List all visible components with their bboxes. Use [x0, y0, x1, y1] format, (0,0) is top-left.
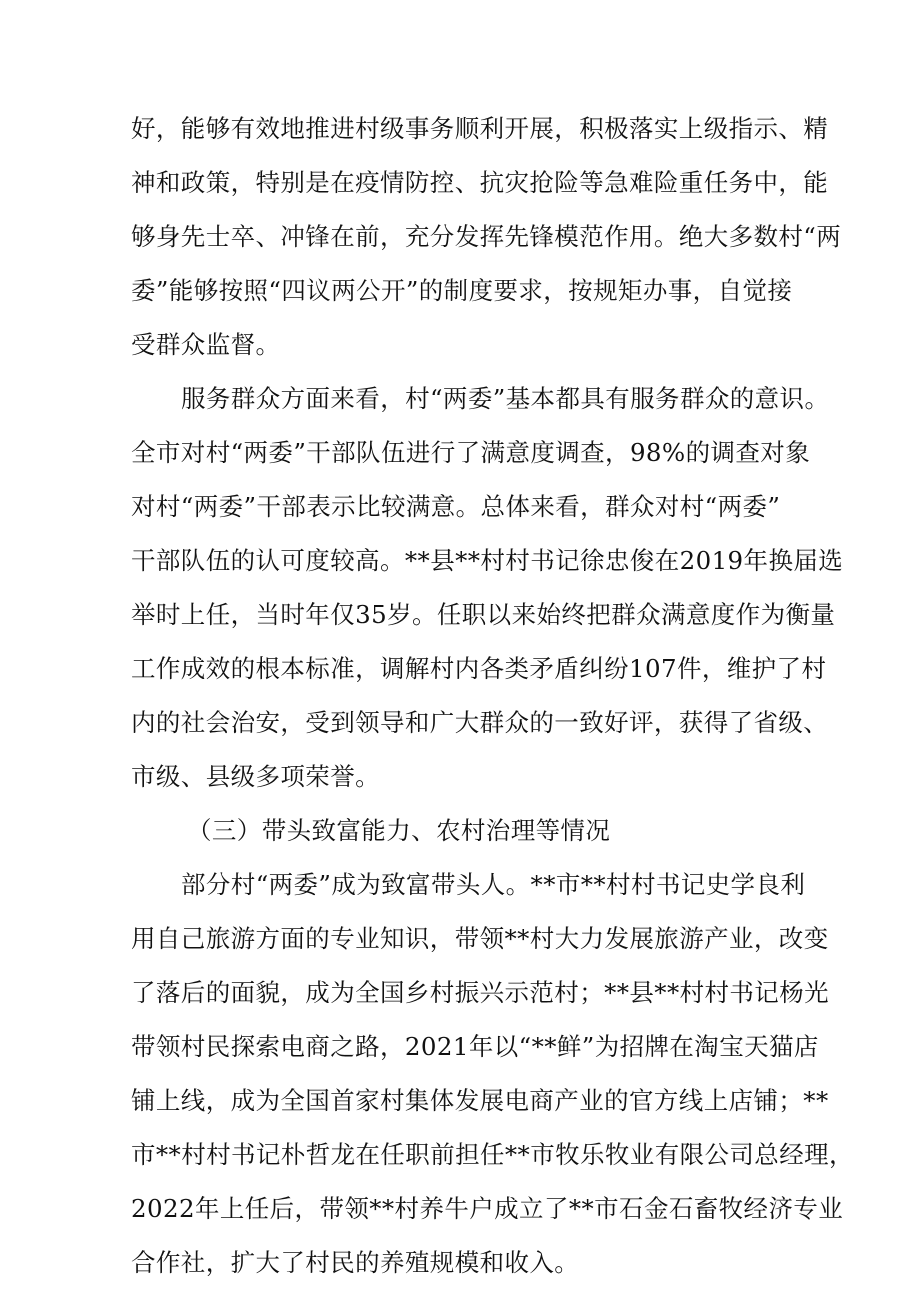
paragraph-line: 委”能够按照“四议两公开”的制度要求，按规矩办事，自觉接: [131, 276, 793, 305]
paragraph-line: 服务群众方面来看，村“两委”基本都具有服务群众的意识。: [181, 384, 830, 413]
paragraph-line: 合作社，扩大了村民的养殖规模和收入。: [131, 1248, 580, 1277]
paragraph-line: 了落后的面貌，成为全国乡村振兴示范村；**县**村村书记杨光: [131, 978, 829, 1007]
paragraph-line: 市**村村书记朴哲龙在任职前担任**市牧乐牧业有限公司总经理，: [131, 1140, 854, 1169]
paragraph-line: 工作成效的根本标准，调解村内各类矛盾纠纷107件，维护了村: [131, 654, 827, 683]
paragraph-line: 带领村民探索电商之路，2021年以“**鲜”为招牌在淘宝天猫店: [131, 1032, 819, 1061]
paragraph-line: 内的社会治安，受到领导和广大群众的一致好评，获得了省级、: [131, 708, 829, 737]
paragraph-line: 好，能够有效地推进村级事务顺利开展，积极落实上级指示、精: [131, 114, 829, 143]
paragraph-line: 2022年上任后，带领**村养牛户成立了**市石金石畜牧经济专业: [131, 1194, 844, 1223]
paragraph-line: 铺上线，成为全国首家村集体发展电商产业的官方线上店铺；**: [131, 1086, 829, 1115]
paragraph-line: 干部队伍的认可度较高。**县**村村书记徐忠俊在2019年换届选: [131, 546, 844, 575]
paragraph-line: 对村“两委”干部表示比较满意。总体来看，群众对村“两委”: [131, 492, 781, 521]
paragraph-line: 全市对村“两委”干部队伍进行了满意度调查，98%的调查对象: [131, 438, 811, 467]
paragraph-line: 受群众监督。: [131, 330, 281, 359]
paragraph-line: 神和政策，特别是在疫情防控、抗灾抢险等急难险重任务中，能: [131, 168, 829, 197]
section-heading: （三）带头致富能力、农村治理等情况: [187, 816, 611, 845]
paragraph-line: 举时上任，当时年仅35岁。任职以来始终把群众满意度作为衡量: [131, 600, 836, 629]
paragraph-line: 用自己旅游方面的专业知识，带领**村大力发展旅游产业，改变: [131, 924, 829, 953]
paragraph-line: 部分村“两委”成为致富带头人。**市**村村书记史学良利: [181, 870, 806, 899]
paragraph-line: 够身先士卒、冲锋在前，充分发挥先锋模范作用。绝大多数村“两: [131, 222, 842, 251]
paragraph-line: 市级、县级多项荣誉。: [131, 762, 380, 791]
